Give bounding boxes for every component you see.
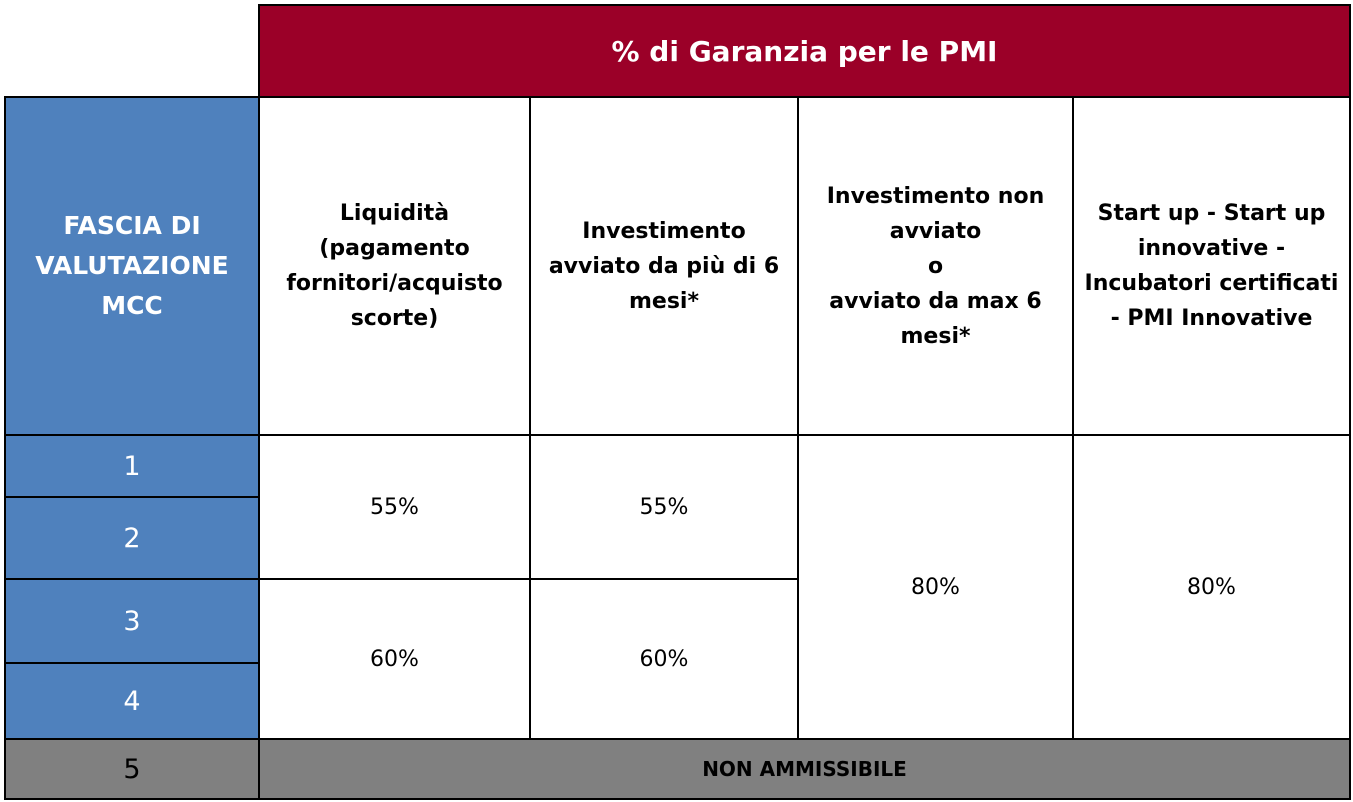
column-header-line: avviato <box>889 218 982 244</box>
column-header-line: avviato da max 6 <box>829 288 1042 314</box>
band-cell-5: 5 <box>4 738 260 800</box>
column-header-liquidita <box>258 96 531 436</box>
table-title: % di Garanzia per le PMI <box>258 4 1351 98</box>
column-header-line: (pagamento <box>319 236 470 261</box>
band-cell-2: 2 <box>4 496 260 580</box>
row-header-line: MCC <box>101 291 163 320</box>
row-header-line: FASCIA DI <box>63 211 201 240</box>
column-header-line: Investimento <box>582 218 746 244</box>
column-header-line: Incubatori certificati <box>1084 271 1339 296</box>
column-header-line: - PMI Innovative <box>1110 306 1313 331</box>
column-header-line: innovative - <box>1137 236 1286 261</box>
value-investimento-avviato-bands-3-4: 60% <box>529 578 799 740</box>
column-header-investimento-non-avviato <box>797 96 1074 436</box>
value-investimento-avviato-bands-1-2: 55% <box>529 434 799 580</box>
column-header-line: o <box>927 253 944 279</box>
value-row-5-non-ammissibile: NON AMMISSIBILE <box>258 738 1351 800</box>
band-cell-4: 4 <box>4 662 260 740</box>
column-header-investimento-avviato <box>529 96 799 436</box>
value-liquidita-bands-1-2: 55% <box>258 434 531 580</box>
value-startup-bands-1-4: 80% <box>1072 434 1351 740</box>
row-header-line: VALUTAZIONE <box>35 251 229 280</box>
column-header-line: Investimento non <box>826 183 1045 209</box>
column-header-line: mesi* <box>628 288 699 314</box>
band-cell-1: 1 <box>4 434 260 498</box>
column-header-line: scorte) <box>350 306 439 331</box>
column-header-line: Liquidità <box>339 201 450 226</box>
value-liquidita-bands-3-4: 60% <box>258 578 531 740</box>
column-header-startup <box>1072 96 1351 436</box>
band-cell-3: 3 <box>4 578 260 664</box>
column-header-line: fornitori/acquisto <box>286 271 503 296</box>
column-header-line: mesi* <box>900 323 971 349</box>
value-investimento-non-avviato-bands-1-4: 80% <box>797 434 1074 740</box>
column-header-line: avviato da più di 6 <box>548 253 780 279</box>
column-header-line: Start up - Start up <box>1097 201 1326 226</box>
row-header-fascia <box>4 96 260 436</box>
